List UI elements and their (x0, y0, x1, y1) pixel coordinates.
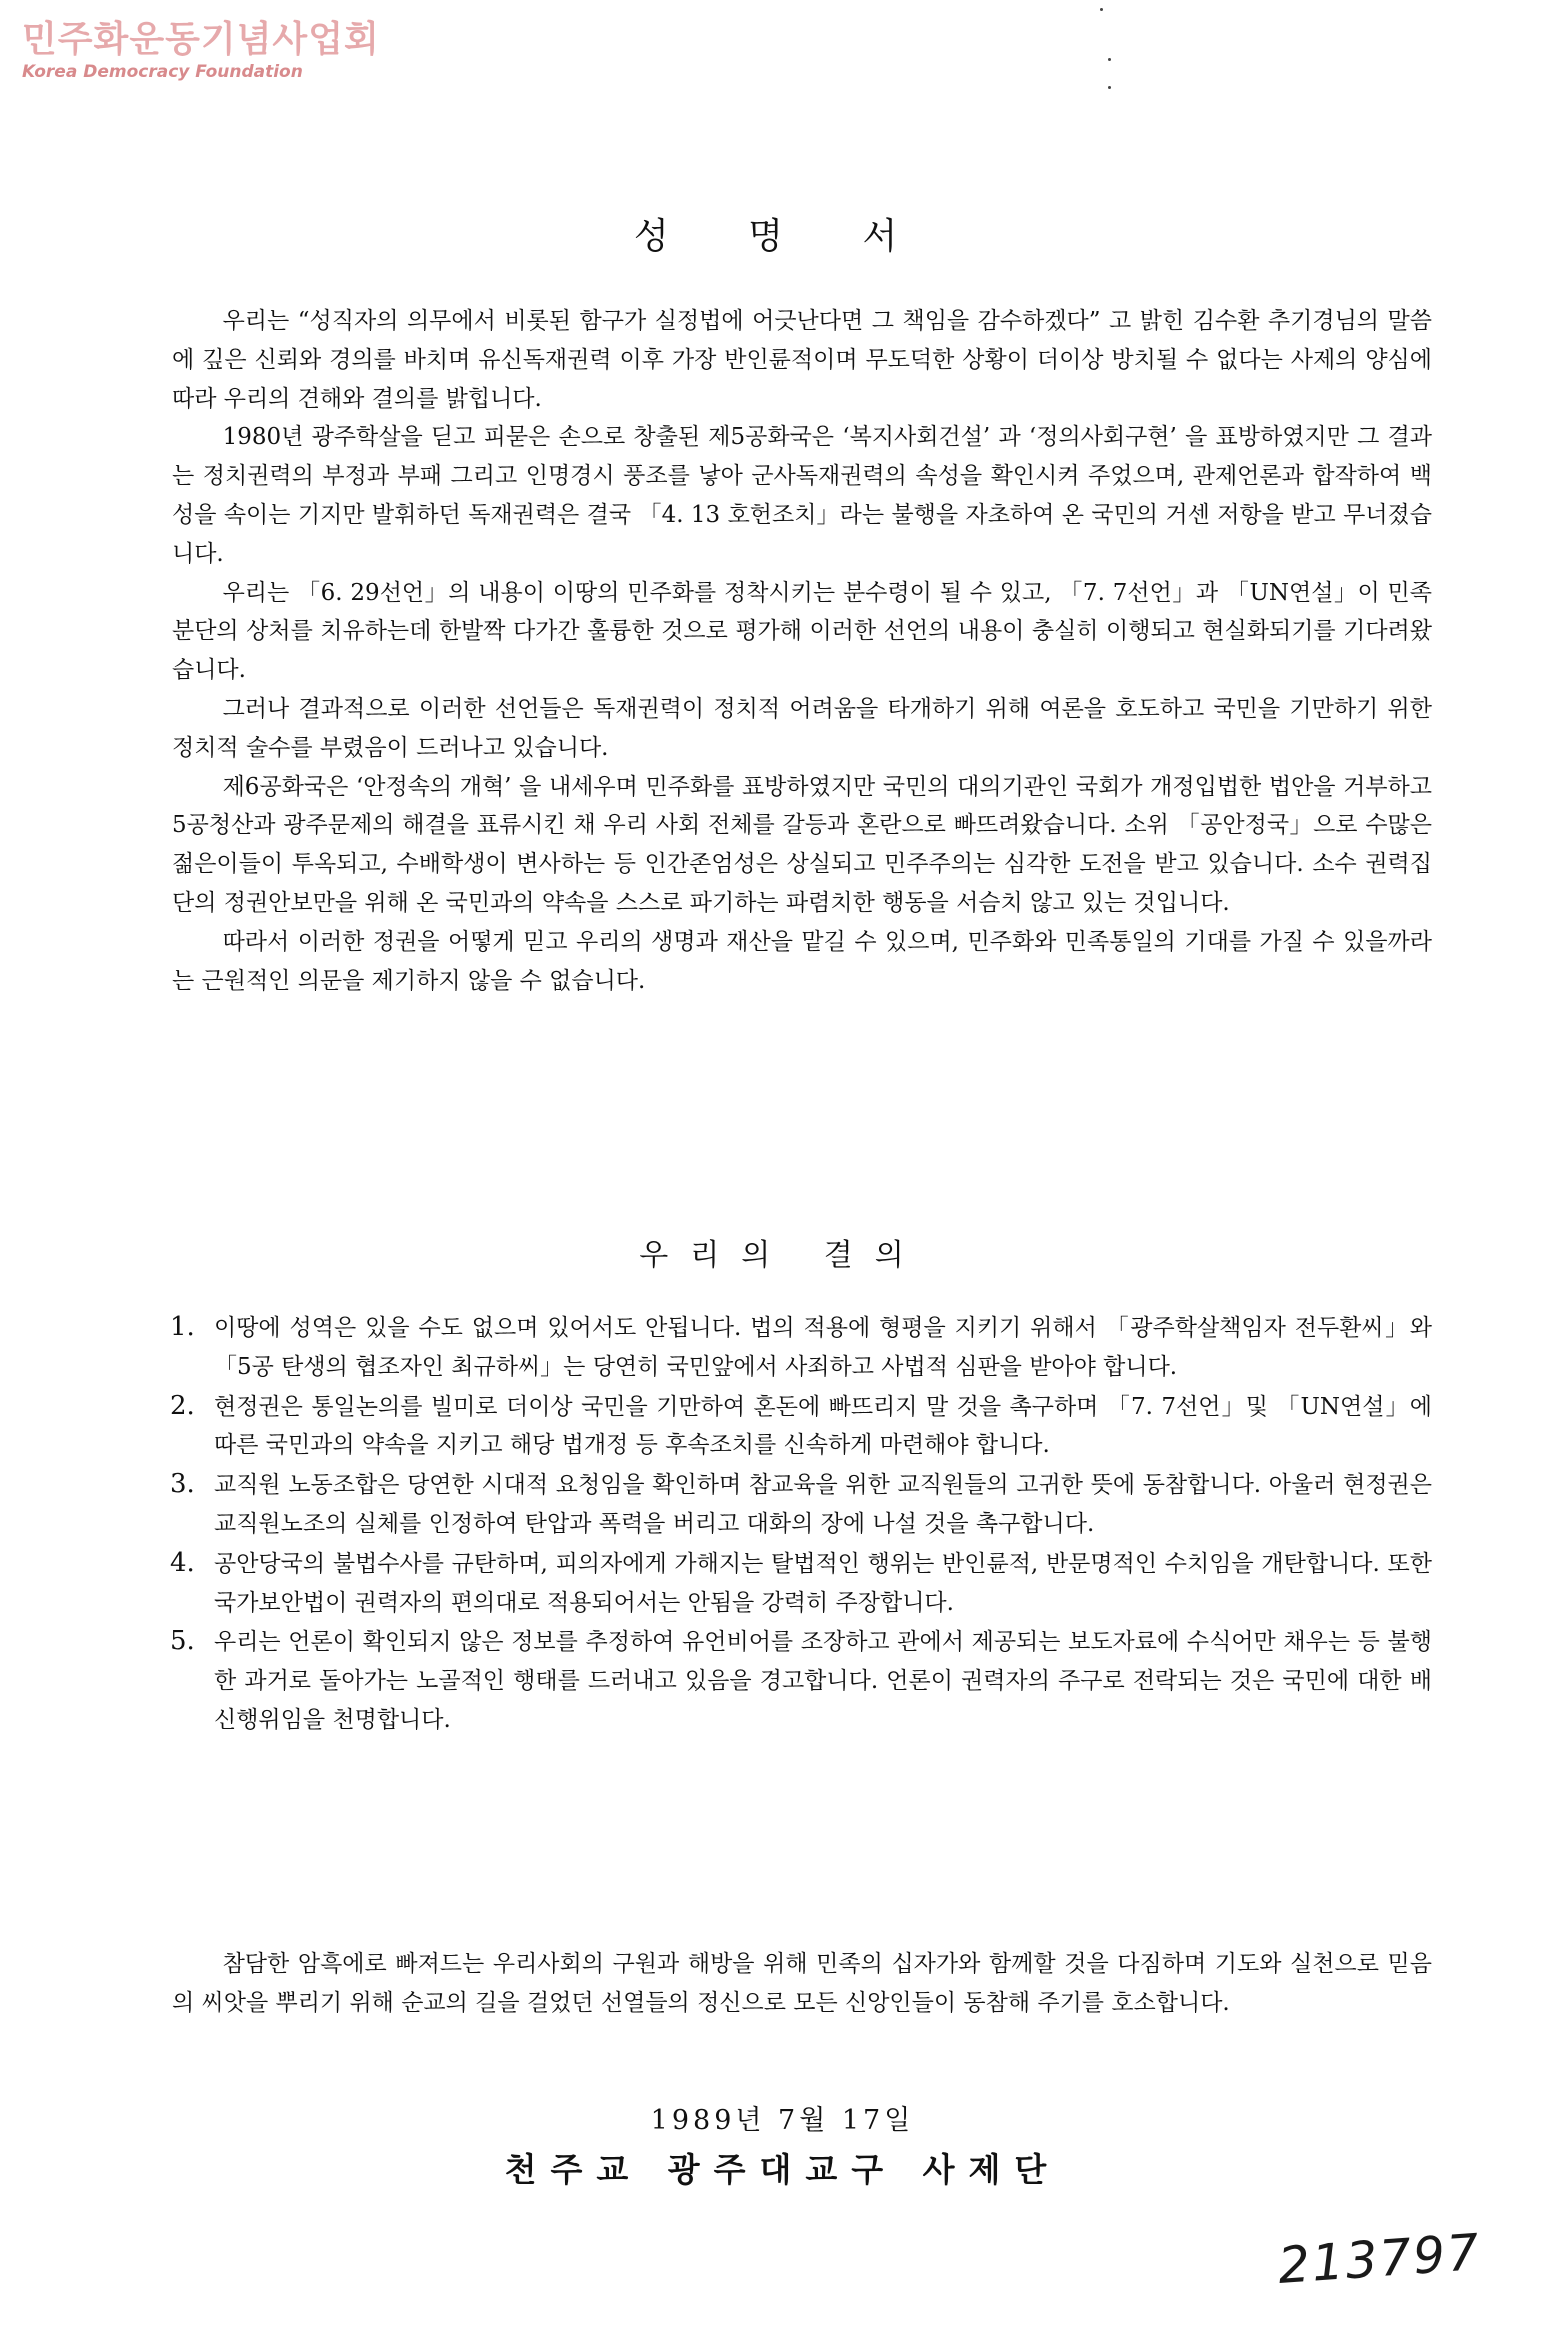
resolution-text: 이땅에 성역은 있을 수도 없으며 있어서도 안됩니다. 법의 적용에 형평을 지키기 위해서 「광주학살책임자 전두환씨」와 「5공 탄생의 협조자인 최규하씨」는 당연히 국민앞에서 사죄하고 사법적 심판을 받아야 합니다. (214, 1315, 1432, 1380)
resolution-item (170, 1544, 1432, 1623)
closing-paragraph: 참담한 암흑에로 빠져드는 우리사회의 구원과 해방을 위해 민족의 십자가와 함께할 것을 다짐하며 기도와 실천으로 믿음의 씨앗을 뿌리기 위해 순교의 길을 걸었던 선열들의 정신으로 모든 신앙인들이 동참해 주기를 호소합니다. (172, 1951, 1432, 2016)
statement-paragraph: 1980년 광주학살을 딛고 피묻은 손으로 창출된 제5공화국은 ‘복지사회건설’ 과 ‘정의사회구현’ 을 표방하였지만 그 결과는 정치권력의 부정과 부패 그리고 인명경시 풍조를 낳아 군사독재권력의 속성을 확인시켜 주었으며, 관제언론과 합작하여 백성을 속이는 기지만 발휘하던 독재권력은 결국 「4. 13 호헌조치」라는 불행을 자초하여 온 국민의 거센 저항을 받고 무너졌습니다. (172, 424, 1432, 567)
scan-speck (1108, 58, 1111, 61)
watermark-english: Korea Democracy Foundation (22, 62, 303, 82)
scan-speck (1108, 86, 1111, 89)
resolution-item (170, 1387, 1432, 1466)
resolution-number: 2. (170, 1390, 195, 1421)
resolution-item (170, 1622, 1432, 1739)
signature: 천주교 광주대교구 사제단 (504, 2150, 1061, 2189)
statement-paragraph: 제6공화국은 ‘안정속의 개혁’ 을 내세우며 민주화를 표방하였지만 국민의 대의기관인 국회가 개정입법한 법안을 거부하고 5공청산과 광주문제의 해결을 표류시킨 채 우리 사회 전체를 갈등과 혼란으로 빠뜨려왔습니다. 소위 「공안정국」으로 수많은 젊은이들이 투옥되고, 수배학생이 변사하는 등 인간존엄성은 상실되고 민주주의는 심각한 도전을 받고 있습니다. 소수 권력집단의 정권안보만을 위해 온 국민과의 약속을 스스로 파기하는 파렴치한 행동을 서슴치 않고 있는 것입니다. (172, 773, 1432, 916)
statement-paragraph: 따라서 이러한 정권을 어떻게 믿고 우리의 생명과 재산을 맡길 수 있으며, 민주화와 민족통일의 기대를 가질 수 있을까라는 근원적인 의문을 제기하지 않을 수 없습니다. (172, 928, 1432, 994)
document-title: 성 명 서 (633, 216, 932, 257)
watermark (22, 20, 380, 82)
statement-paragraph: 우리는 “성직자의 의무에서 비롯된 함구가 실정법에 어긋난다면 그 책임을 감수하겠다” 고 밝힌 김수환 추기경님의 말씀에 깊은 신뢰와 경의를 바치며 유신독재권력 이후 가장 반인륜적이며 무도덕한 상황이 더이상 방치될 수 없다는 사제의 양심에 따라 우리의 견해와 결의를 밝힙니다. (172, 308, 1432, 412)
closing-statement (172, 1945, 1432, 2023)
statement-body (172, 302, 1432, 1000)
resolution-number: 5. (170, 1626, 195, 1657)
resolution-text: 현정권은 통일논의를 빌미로 더이상 국민을 기만하여 혼돈에 빠뜨리지 말 것을 촉구하며 「7. 7선언」및 「UN연설」에 따른 국민과의 약속을 지키고 해당 법개정 등 후속조치를 신속하게 마련해야 합니다. (214, 1393, 1432, 1459)
archive-number: 213797 (1276, 2222, 1483, 2296)
resolution-item (170, 1308, 1432, 1387)
document-date: 1989년 7월 17일 (650, 2105, 915, 2136)
resolution-text: 교직원 노동조합은 당연한 시대적 요청임을 확인하며 참교육을 위한 교직원들의 고귀한 뜻에 동참합니다. 아울러 현정권은 교직원노조의 실체를 인정하여 탄압과 폭력을 버리고 대화의 장에 나설 것을 촉구합니다. (214, 1472, 1432, 1537)
resolution-text: 우리는 언론이 확인되지 않은 정보를 추정하여 유언비어를 조장하고 관에서 제공되는 보도자료에 수식어만 채우는 등 불행한 과거로 돌아가는 노골적인 행태를 드러내고 있음을 경고합니다. 언론이 권력자의 주구로 전락되는 것은 국민에 대한 배신행위임을 천명합니다. (214, 1629, 1432, 1733)
resolution-number: 4. (170, 1547, 195, 1578)
resolution-text: 공안당국의 불법수사를 규탄하며, 피의자에게 가해지는 탈법적인 행위는 반인륜적, 반문명적인 수치임을 개탄합니다. 또한 국가보안법이 권력자의 편의대로 적용되어서는 안됨을 강력히 주장합니다. (214, 1550, 1432, 1616)
resolution-item (170, 1465, 1432, 1544)
resolution-number: 3. (170, 1469, 195, 1500)
statement-paragraph: 우리는 「6. 29선언」의 내용이 이땅의 민주화를 정착시키는 분수령이 될 수 있고, 「7. 7선언」과 「UN연설」이 민족분단의 상처를 치유하는데 한발짝 다가간 훌륭한 것으로 평가해 이러한 선언의 내용이 충실히 이행되고 현실화되기를 기다려왔습니다. (172, 579, 1432, 684)
scan-speck (1100, 8, 1103, 11)
resolution-number: 1. (170, 1312, 195, 1342)
resolutions-title: 우리의 결의 (639, 1238, 926, 1273)
statement-paragraph: 그러나 결과적으로 이러한 선언들은 독재권력이 정치적 어려움을 타개하기 위해 여론을 호도하고 국민을 기만하기 위한 정치적 술수를 부렸음이 드러나고 있습니다. (172, 695, 1432, 761)
resolutions-list (170, 1308, 1432, 1740)
watermark-korean: 민주화운동기념사업회 (22, 19, 380, 60)
